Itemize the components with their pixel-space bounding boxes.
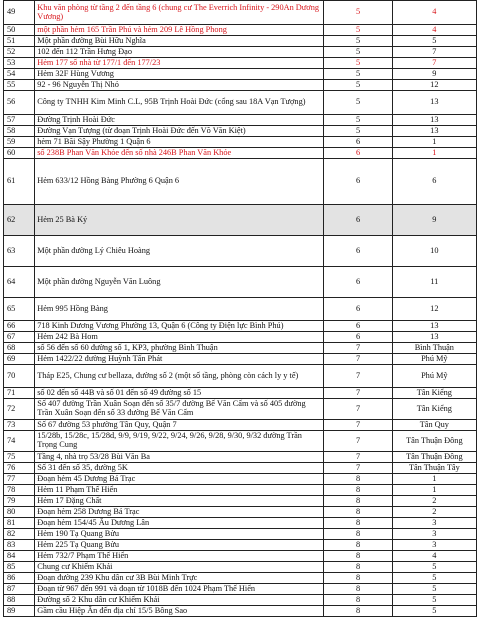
location-cell: Hẻm 11 Phạm Thế Hiển: [35, 485, 324, 496]
ward-cell: 1: [392, 485, 476, 496]
row-number-cell: 50: [4, 25, 35, 36]
table-row: [4, 595, 477, 606]
location-cell: Đoạn từ 967 đến 991 và đoạn từ 1018B đến 1024 Phạm Thế Hiển: [35, 584, 324, 595]
row-number-cell: 59: [4, 137, 35, 148]
ward-cell: Phú Mỹ: [392, 365, 476, 388]
ward-cell: 1: [392, 474, 476, 485]
table-row: [4, 420, 477, 431]
row-number-cell: 89: [4, 606, 35, 617]
row-number-cell: 61: [4, 159, 35, 205]
row-number-cell: 58: [4, 126, 35, 137]
ward-cell: 7: [392, 47, 476, 58]
district-cell: 5: [324, 47, 392, 58]
ward-cell: 9: [392, 69, 476, 80]
ward-cell: 12: [392, 80, 476, 91]
row-number-cell: 62: [4, 205, 35, 236]
table-row: [4, 540, 477, 551]
table-row: [4, 80, 477, 91]
table-row: [4, 69, 477, 80]
row-number-cell: 74: [4, 431, 35, 452]
table-row: [4, 584, 477, 595]
district-cell: 7: [324, 343, 392, 354]
location-cell: Số 407 đường Trần Xuân Soạn đến số 35/7 đường Bế Văn Cấm và số 405 đường Trần Xuân Soạn đến số 33 đường Bế Văn Cấm: [35, 399, 324, 420]
ward-cell: 13: [392, 115, 476, 126]
district-cell: 5: [324, 25, 392, 36]
row-number-cell: 73: [4, 420, 35, 431]
location-cell: 92 - 96 Nguyễn Thị Nhỏ: [35, 80, 324, 91]
district-cell: 8: [324, 485, 392, 496]
location-cell: số 56 đến số 60 đường số 1, KP3, phường Bình Thuận: [35, 343, 324, 354]
district-cell: 8: [324, 573, 392, 584]
ward-cell: 4: [392, 1, 476, 25]
ward-cell: 5: [392, 606, 476, 617]
ward-cell: Phú Mỹ: [392, 354, 476, 365]
district-cell: 7: [324, 431, 392, 452]
district-cell: 8: [324, 584, 392, 595]
table-row: [4, 91, 477, 115]
table-row: [4, 507, 477, 518]
district-cell: 5: [324, 126, 392, 137]
ward-cell: 13: [392, 321, 476, 332]
ward-cell: 11: [392, 267, 476, 298]
row-number-cell: 85: [4, 562, 35, 573]
ward-cell: 5: [392, 595, 476, 606]
district-cell: 7: [324, 463, 392, 474]
location-cell: Đoạn hẻm 154/45 Âu Dương Lân: [35, 518, 324, 529]
row-number-cell: 80: [4, 507, 35, 518]
district-cell: 6: [324, 159, 392, 205]
ward-cell: Tân Thuận Đông: [392, 452, 476, 463]
ward-cell: 2: [392, 496, 476, 507]
ward-cell: 6: [392, 159, 476, 205]
row-number-cell: 69: [4, 354, 35, 365]
district-cell: 8: [324, 496, 392, 507]
district-cell: 8: [324, 551, 392, 562]
table-row: [4, 159, 477, 205]
ward-cell: 3: [392, 540, 476, 551]
district-cell: 8: [324, 474, 392, 485]
location-cell: Công ty TNHH Kim Minh C.L, 95B Trịnh Hoài Đức (cổng sau 18A Vạn Tượng): [35, 91, 324, 115]
table-row: [4, 474, 477, 485]
location-cell: Đường Trịnh Hoài Đức: [35, 115, 324, 126]
table-row: [4, 562, 477, 573]
table-row: [4, 36, 477, 47]
ward-cell: Tân Quy: [392, 420, 476, 431]
ward-cell: 5: [392, 562, 476, 573]
district-cell: 6: [324, 148, 392, 159]
table-row: [4, 399, 477, 420]
location-cell: Hẻm 732/7 Phạm Thế Hiển: [35, 551, 324, 562]
table-row: [4, 137, 477, 148]
location-cell: hẻm 71 Bãi Sậy Phường 1 Quận 6: [35, 137, 324, 148]
table-row: [4, 47, 477, 58]
district-cell: 8: [324, 562, 392, 573]
district-cell: 6: [324, 267, 392, 298]
ward-cell: Tân Thuận Đông: [392, 431, 476, 452]
row-number-cell: 75: [4, 452, 35, 463]
row-number-cell: 79: [4, 496, 35, 507]
row-number-cell: 54: [4, 69, 35, 80]
ward-cell: 3: [392, 518, 476, 529]
table-row: [4, 452, 477, 463]
row-number-cell: 64: [4, 267, 35, 298]
district-cell: 6: [324, 236, 392, 267]
location-cell: một phần hẻm 165 Trần Phú và hẻm 209 Lê Hồng Phong: [35, 25, 324, 36]
ward-cell: 7: [392, 58, 476, 69]
row-number-cell: 57: [4, 115, 35, 126]
ward-cell: 13: [392, 91, 476, 115]
table-row: [4, 298, 477, 321]
district-cell: 5: [324, 115, 392, 126]
table-row: [4, 573, 477, 584]
district-cell: 7: [324, 365, 392, 388]
table-row: [4, 529, 477, 540]
district-cell: 8: [324, 595, 392, 606]
location-cell: Đoạn đường 239 Khu dân cư 3B Bùi Minh Trực: [35, 573, 324, 584]
row-number-cell: 76: [4, 463, 35, 474]
district-cell: 5: [324, 1, 392, 25]
table-row: [4, 126, 477, 137]
location-cell: Đường số 2 Khu dân cư Khiếm Khải: [35, 595, 324, 606]
row-number-cell: 77: [4, 474, 35, 485]
location-cell: Hẻm 25 Bà Ký: [35, 205, 324, 236]
ward-cell: 10: [392, 236, 476, 267]
table-row: [4, 267, 477, 298]
location-cell: Hẻm 190 Tạ Quang Bửu: [35, 529, 324, 540]
location-cell: Số 31 đến số 35, đường 5K: [35, 463, 324, 474]
location-cell: Hẻm 177 số nhà từ 177/1 đến 177/23: [35, 58, 324, 69]
location-cell: Một phần đường Nguyễn Văn Luông: [35, 267, 324, 298]
table-row: [4, 551, 477, 562]
table-row: [4, 58, 477, 69]
table-row: [4, 25, 477, 36]
district-cell: 8: [324, 518, 392, 529]
location-cell: 15/28b, 15/28c, 15/28d, 9/9, 9/19, 9/22, 9/24, 9/26, 9/28, 9/30, 9/32 đường Trần Trọng Cung: [35, 431, 324, 452]
row-number-cell: 65: [4, 298, 35, 321]
table-body: [4, 1, 477, 617]
row-number-cell: 78: [4, 485, 35, 496]
row-number-cell: 68: [4, 343, 35, 354]
lockdown-areas-table: [3, 0, 477, 617]
row-number-cell: 87: [4, 584, 35, 595]
ward-cell: Tân Thuận Tây: [392, 463, 476, 474]
district-cell: 6: [324, 332, 392, 343]
ward-cell: 5: [392, 573, 476, 584]
row-number-cell: 71: [4, 388, 35, 399]
row-number-cell: 56: [4, 91, 35, 115]
location-cell: Hẻm 1422/22 đường Huỳnh Tấn Phát: [35, 354, 324, 365]
ward-cell: 5: [392, 584, 476, 595]
district-cell: 8: [324, 507, 392, 518]
location-cell: 102 đến 112 Trần Hưng Đạo: [35, 47, 324, 58]
ward-cell: 1: [392, 137, 476, 148]
location-cell: Tháp E25, Chung cư bellaza, đường số 2 (một số tầng, phòng còn cách ly y tế): [35, 365, 324, 388]
location-cell: Hẻm 17 Đặng Chất: [35, 496, 324, 507]
location-cell: Khu văn phòng từ tầng 2 đến tầng 6 (chung cư The Everrich Infinity - 290An Dương Vương): [35, 1, 324, 25]
district-cell: 7: [324, 388, 392, 399]
district-cell: 7: [324, 399, 392, 420]
row-number-cell: 51: [4, 36, 35, 47]
ward-cell: 12: [392, 298, 476, 321]
table-row: [4, 485, 477, 496]
row-number-cell: 49: [4, 1, 35, 25]
location-cell: Chung cư Khiếm Khải: [35, 562, 324, 573]
district-cell: 5: [324, 80, 392, 91]
table-row: [4, 148, 477, 159]
location-cell: Một phần đường Bùi Hữu Nghĩa: [35, 36, 324, 47]
location-cell: số 238B Phan Văn Khỏe đến số nhà 246B Phan Văn Khỏe: [35, 148, 324, 159]
location-cell: Số 67 đường 53 phường Tân Quy, Quận 7: [35, 420, 324, 431]
location-cell: Đoạn hẻm 258 Dương Bá Trạc: [35, 507, 324, 518]
district-cell: 5: [324, 91, 392, 115]
ward-cell: 4: [392, 551, 476, 562]
table-row: [4, 431, 477, 452]
row-number-cell: 53: [4, 58, 35, 69]
district-cell: 5: [324, 36, 392, 47]
location-cell: Hẻm 225 Tạ Quang Bửu: [35, 540, 324, 551]
district-cell: 5: [324, 58, 392, 69]
location-cell: Hẻm 633/12 Hồng Bàng Phường 6 Quận 6: [35, 159, 324, 205]
table-row: [4, 606, 477, 617]
table-row: [4, 388, 477, 399]
location-cell: Hẻm 995 Hồng Bàng: [35, 298, 324, 321]
district-cell: 7: [324, 354, 392, 365]
district-cell: 6: [324, 321, 392, 332]
ward-cell: Tân Kiểng: [392, 399, 476, 420]
district-cell: 6: [324, 205, 392, 236]
table-row: [4, 332, 477, 343]
row-number-cell: 81: [4, 518, 35, 529]
district-cell: 6: [324, 298, 392, 321]
ward-cell: 9: [392, 205, 476, 236]
table-row: [4, 205, 477, 236]
location-cell: Hẻm 32F Hùng Vương: [35, 69, 324, 80]
location-cell: Hẻm 242 Bà Hom: [35, 332, 324, 343]
location-cell: Một phần đường Lý Chiêu Hoàng: [35, 236, 324, 267]
district-cell: 6: [324, 137, 392, 148]
row-number-cell: 84: [4, 551, 35, 562]
ward-cell: 13: [392, 332, 476, 343]
row-number-cell: 72: [4, 399, 35, 420]
row-number-cell: 63: [4, 236, 35, 267]
table-row: [4, 518, 477, 529]
ward-cell: 5: [392, 36, 476, 47]
table-row: [4, 321, 477, 332]
row-number-cell: 60: [4, 148, 35, 159]
row-number-cell: 67: [4, 332, 35, 343]
district-cell: 8: [324, 540, 392, 551]
row-number-cell: 88: [4, 595, 35, 606]
district-cell: 7: [324, 452, 392, 463]
table-row: [4, 115, 477, 126]
ward-cell: 4: [392, 25, 476, 36]
table-row: [4, 496, 477, 507]
ward-cell: Bình Thuận: [392, 343, 476, 354]
row-number-cell: 86: [4, 573, 35, 584]
row-number-cell: 83: [4, 540, 35, 551]
ward-cell: Tân Kiểng: [392, 388, 476, 399]
district-cell: 5: [324, 69, 392, 80]
row-number-cell: 66: [4, 321, 35, 332]
table-row: [4, 1, 477, 25]
row-number-cell: 52: [4, 47, 35, 58]
table-row: [4, 343, 477, 354]
table-row: [4, 236, 477, 267]
table-row: [4, 365, 477, 388]
ward-cell: 3: [392, 529, 476, 540]
location-cell: số 02 đến số 44B và số 01 đến số 49 đường số 15: [35, 388, 324, 399]
ward-cell: 2: [392, 507, 476, 518]
row-number-cell: 82: [4, 529, 35, 540]
location-cell: Gầm cầu Hiệp Ân đến địa chỉ 15/5 Bông Sao: [35, 606, 324, 617]
ward-cell: 13: [392, 126, 476, 137]
ward-cell: 1: [392, 148, 476, 159]
location-cell: Đường Vạn Tượng (từ đoạn Trịnh Hoài Đức đến Võ Văn Kiệt): [35, 126, 324, 137]
row-number-cell: 70: [4, 365, 35, 388]
district-cell: 8: [324, 606, 392, 617]
row-number-cell: 55: [4, 80, 35, 91]
district-cell: 7: [324, 420, 392, 431]
location-cell: Tầng 4, nhà trọ 53/28 Bùi Văn Ba: [35, 452, 324, 463]
location-cell: Đoạn hẻm 45 Dương Bá Trạc: [35, 474, 324, 485]
district-cell: 8: [324, 529, 392, 540]
table-row: [4, 354, 477, 365]
location-cell: 718 Kinh Dương Vương Phường 13, Quận 6 (Công ty Điện lực Bình Phú): [35, 321, 324, 332]
table-row: [4, 463, 477, 474]
